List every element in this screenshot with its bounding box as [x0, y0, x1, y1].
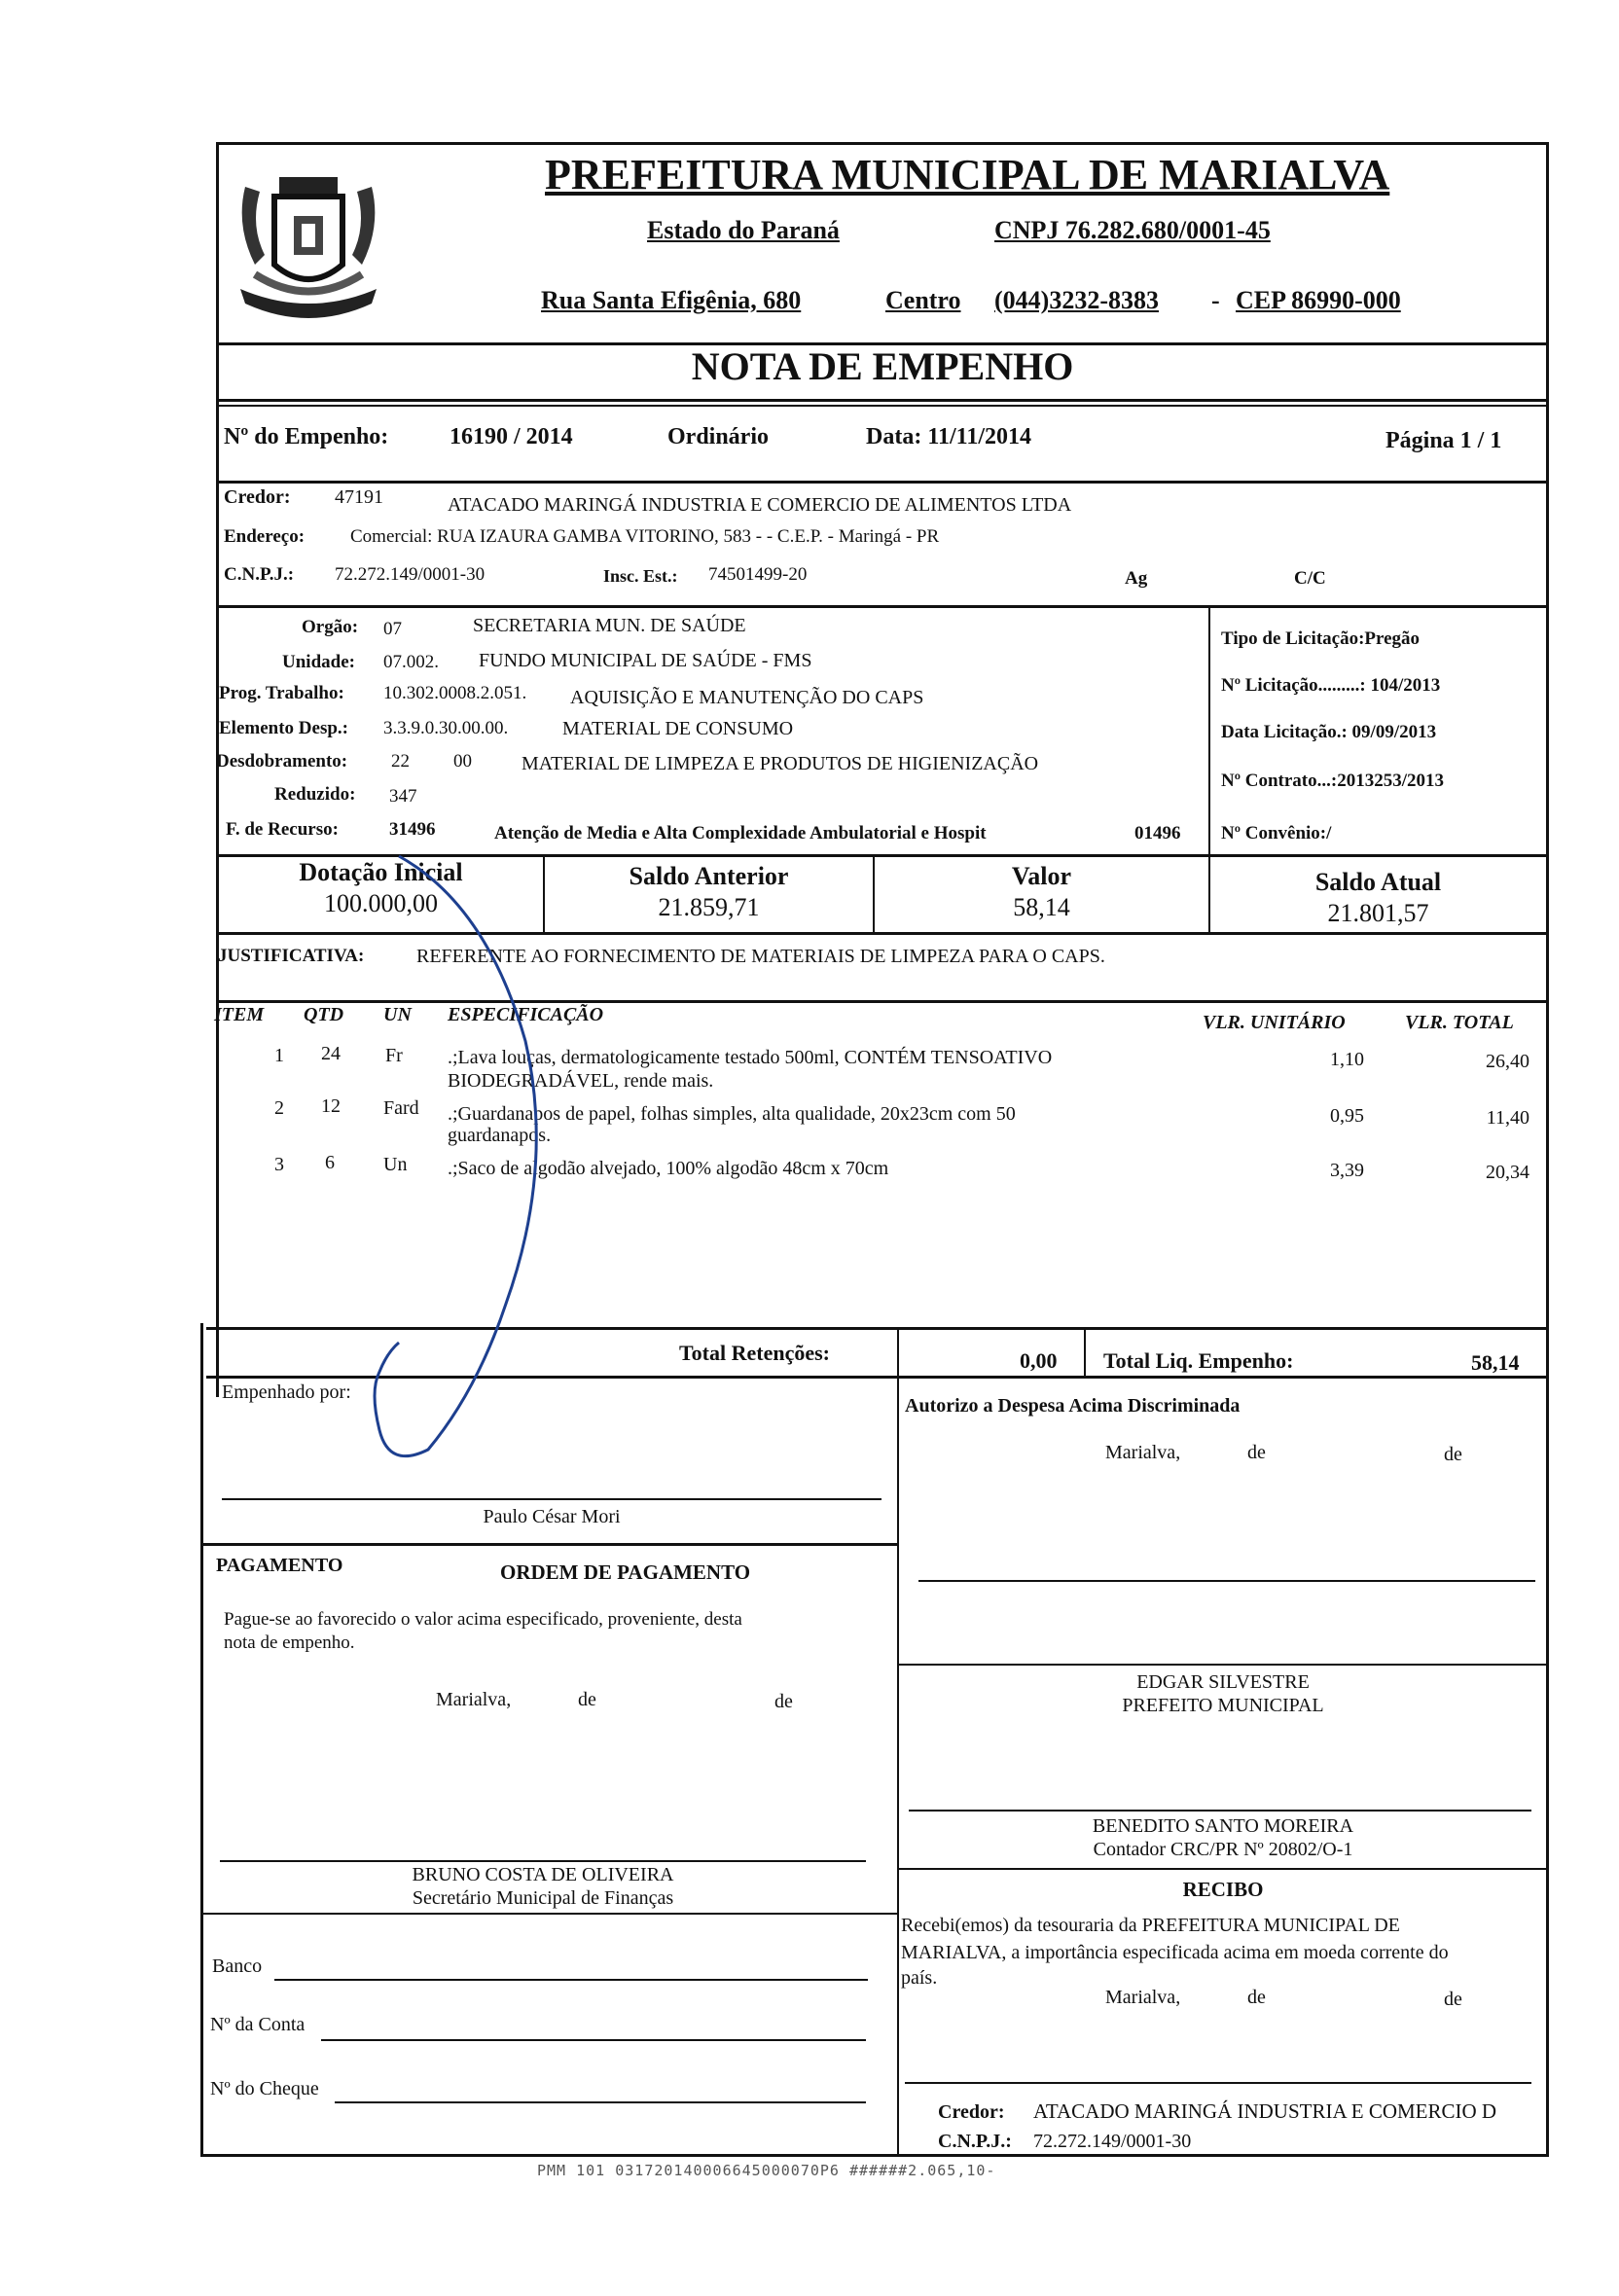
vertical-divider	[1084, 1329, 1086, 1378]
dash-label: -	[1211, 286, 1220, 314]
retencoes-label: Total Retenções:	[679, 1341, 830, 1365]
empenho-number: 16190 / 2014	[450, 424, 573, 449]
recurso-label: F. de Recurso:	[226, 819, 339, 840]
saldo-atual-value: 21.801,57	[1327, 899, 1429, 927]
elem-name: MATERIAL DE CONSUMO	[562, 718, 794, 739]
empenhado-label: Empenhado por:	[222, 1381, 351, 1403]
item-unit: 1,10	[1330, 1049, 1364, 1070]
insc-label: Insc. Est.:	[603, 566, 678, 586]
divider	[216, 399, 1549, 402]
recurso-code: 31496	[389, 819, 436, 840]
recibo-text-cont: MARIALVA, a importância especificada acima em moeda corrente do	[901, 1942, 1449, 1963]
signature-line	[220, 1860, 866, 1862]
empenhado-name: Paulo César Mori	[483, 1506, 621, 1527]
cheque-label: Nº do Cheque	[210, 2078, 319, 2099]
item-desc: .;Saco de algodão alvejado, 100% algodão 48cm x 70cm	[448, 1158, 889, 1179]
recibo-text: Recebi(emos) da tesouraria da PREFEITURA MUNICIPAL DE	[901, 1915, 1400, 1936]
item-un: Fard	[383, 1097, 419, 1119]
divider	[897, 1664, 1549, 1666]
recibo-credor-label: Credor:	[938, 2101, 1005, 2123]
contador-title: Contador CRC/PR Nº 20802/O-1	[1093, 1839, 1353, 1860]
insc-value: 74501499-20	[708, 564, 808, 585]
credor-cnpj: 72.272.149/0001-30	[335, 564, 486, 585]
cep-label: CEP 86990-000	[1236, 286, 1401, 314]
conta-line	[321, 2039, 866, 2041]
vertical-divider	[897, 1329, 899, 1378]
recurso-num: 01496	[1134, 823, 1181, 843]
empenho-type: Ordinário	[667, 424, 770, 449]
recibo-de2: de	[1444, 1989, 1462, 2010]
licitacao-numero: Nº Licitação.........: 104/2013	[1221, 675, 1441, 696]
col-unit: VLR. UNITÁRIO	[1203, 1012, 1346, 1033]
secretario-title: Secretário Municipal de Finanças	[412, 1887, 674, 1909]
licitacao-data: Data Licitação.: 09/09/2013	[1221, 722, 1437, 742]
cnpj-field-label: C.N.P.J.:	[224, 564, 295, 585]
divider	[200, 1543, 897, 1546]
desd-code: 22	[391, 751, 410, 771]
recibo-cnpj: 72.272.149/0001-30	[1033, 2131, 1192, 2152]
item-qtd: 6	[325, 1152, 335, 1173]
item-qtd: 24	[321, 1043, 341, 1064]
item-number: 2	[274, 1097, 284, 1119]
desd-sub: 00	[453, 751, 472, 771]
desd-name: MATERIAL DE LIMPEZA E PRODUTOS DE HIGIENIZAÇÃO	[522, 753, 1039, 774]
autorizo-de2: de	[1444, 1444, 1462, 1465]
item-un: Fr	[385, 1045, 403, 1066]
saldo-atual-label: Saldo Atual	[1314, 868, 1442, 896]
saldo-anterior-value: 21.859,71	[658, 893, 760, 921]
prog-label: Prog. Trabalho:	[219, 683, 344, 703]
col-total: VLR. TOTAL	[1405, 1012, 1514, 1033]
orgao-name: SECRETARIA MUN. DE SAÚDE	[473, 615, 746, 636]
prefeito-name: EDGAR SILVESTRE	[1136, 1671, 1310, 1693]
prog-name: AQUISIÇÃO E MANUTENÇÃO DO CAPS	[570, 687, 924, 708]
prog-code: 10.302.0008.2.051.	[383, 683, 527, 703]
item-total: 20,34	[1486, 1162, 1529, 1183]
unidade-label: Unidade:	[282, 652, 355, 672]
recurso-name: Atenção de Media e Alta Complexidade Ambulatorial e Hospit	[494, 823, 987, 843]
prefeito-title: PREFEITO MUNICIPAL	[1122, 1695, 1324, 1716]
orgao-label: Orgão:	[302, 617, 359, 637]
address-label: Rua Santa Efigênia, 680	[541, 286, 802, 314]
credor-label: Credor:	[224, 486, 291, 508]
frame-top	[216, 142, 1549, 145]
divider	[897, 1868, 1549, 1870]
conta-label: Nº da Conta	[210, 2014, 306, 2035]
orgao-code: 07	[383, 619, 402, 639]
pagamento-label: PAGAMENTO	[216, 1555, 343, 1576]
liq-value: 58,14	[1471, 1350, 1520, 1375]
recibo-title: RECIBO	[1182, 1878, 1264, 1901]
signature-line	[909, 1810, 1531, 1812]
empenho-label: Nº do Empenho:	[224, 424, 389, 449]
divider	[216, 405, 1549, 407]
contrato: Nº Contrato...:2013253/2013	[1221, 771, 1444, 791]
dotacao-label: Dotação Inicial	[299, 858, 463, 886]
divider	[200, 1913, 897, 1915]
ag-label: Ag	[1125, 568, 1148, 589]
item-desc-cont: BIODEGRADÁVEL, rende mais.	[448, 1070, 714, 1092]
address-field-label: Endereço:	[224, 526, 306, 547]
pagamento-de2: de	[774, 1691, 793, 1712]
licitacao-tipo: Tipo de Licitação:Pregão	[1221, 628, 1421, 649]
cc-label: C/C	[1294, 568, 1326, 589]
doc-title: NOTA DE EMPENHO	[691, 344, 1074, 388]
divider	[216, 481, 1549, 484]
saldo-anterior-label: Saldo Anterior	[629, 862, 789, 890]
vertical-divider	[1208, 605, 1210, 856]
cheque-line	[335, 2101, 866, 2103]
item-qtd: 12	[321, 1095, 341, 1117]
vertical-divider	[897, 1376, 899, 2154]
autorizo-label: Autorizo a Despesa Acima Discriminada	[905, 1395, 1241, 1417]
signature-line	[222, 1498, 881, 1500]
credor-address: Comercial: RUA IZAURA GAMBA VITORINO, 583 - - C.E.P. - Maringá - PR	[350, 526, 940, 547]
liq-label: Total Liq. Empenho:	[1103, 1348, 1294, 1373]
convenio: Nº Convênio:/	[1221, 823, 1332, 843]
frame-left-bottom	[200, 1323, 203, 2156]
item-un: Un	[383, 1154, 408, 1175]
ordem-pagamento-label: ORDEM DE PAGAMENTO	[500, 1561, 751, 1584]
col-un: UN	[383, 1004, 412, 1025]
reduz-label: Reduzido:	[274, 784, 356, 805]
banco-label: Banco	[212, 1955, 263, 1977]
valor-label: Valor	[1011, 862, 1072, 890]
empenho-date: Data: 11/11/2014	[866, 424, 1032, 449]
elem-label: Elemento Desp.:	[219, 718, 348, 738]
pagamento-text-cont: nota de empenho.	[224, 1632, 355, 1653]
page-number: Página 1 / 1	[1385, 428, 1502, 453]
divider	[216, 605, 1549, 608]
justificativa-text: REFERENTE AO FORNECIMENTO DE MATERIAIS DE LIMPEZA PARA O CAPS.	[416, 946, 1105, 967]
autorizo-city: Marialva,	[1105, 1442, 1181, 1463]
retencoes-value: 0,00	[1020, 1348, 1058, 1373]
item-unit: 3,39	[1330, 1160, 1364, 1181]
justificativa-label: JUSTIFICATIVA:	[218, 946, 365, 966]
credor-code: 47191	[335, 486, 383, 508]
state-label: Estado do Paraná	[647, 216, 840, 244]
col-qtd: QTD	[304, 1004, 344, 1025]
unidade-code: 07.002.	[383, 652, 439, 672]
pagamento-text: Pague-se ao favorecido o valor acima especificado, proveniente, desta	[224, 1609, 742, 1630]
recibo-credor-name: ATACADO MARINGÁ INDUSTRIA E COMERCIO D	[1033, 2099, 1497, 2123]
item-number: 1	[274, 1045, 284, 1066]
banco-line	[274, 1979, 868, 1981]
item-desc-cont: guardanapos.	[448, 1125, 552, 1146]
cnpj-label: CNPJ 76.282.680/0001-45	[994, 216, 1271, 244]
coat-of-arms-logo	[226, 148, 391, 333]
item-unit: 0,95	[1330, 1105, 1364, 1127]
item-desc: .;Lava louças, dermatologicamente testado 500ml, CONTÉM TENSOATIVO	[448, 1047, 1053, 1068]
col-espec: ESPECIFICAÇÃO	[448, 1004, 604, 1025]
autorizo-de1: de	[1247, 1442, 1266, 1463]
item-total: 11,40	[1486, 1107, 1529, 1129]
frame-bottom	[200, 2154, 1549, 2157]
elem-code: 3.3.9.0.30.00.00.	[383, 718, 509, 738]
col-item: ITEM	[214, 1004, 265, 1025]
recibo-cnpj-label: C.N.P.J.:	[938, 2131, 1012, 2152]
contador-name: BENEDITO SANTO MOREIRA	[1092, 1815, 1354, 1837]
credor-name: ATACADO MARINGÁ INDUSTRIA E COMERCIO DE ALIMENTOS LTDA	[448, 494, 1072, 516]
phone-label: (044)3232-8383	[994, 286, 1159, 314]
secretario-name: BRUNO COSTA DE OLIVEIRA	[412, 1864, 674, 1885]
handwritten-signature	[370, 846, 662, 1469]
district-label: Centro	[885, 286, 961, 314]
recibo-city: Marialva,	[1105, 1987, 1181, 2008]
unidade-name: FUNDO MUNICIPAL DE SAÚDE - FMS	[479, 650, 812, 671]
footer-code: PMM 101 031720140006645000070P6 ######2.065,10-	[537, 2162, 996, 2179]
page-title: PREFEITURA MUNICIPAL DE MARIALVA	[545, 151, 1390, 198]
signature-line	[905, 2082, 1531, 2084]
item-number: 3	[274, 1154, 284, 1175]
item-total: 26,40	[1486, 1051, 1529, 1072]
valor-value: 58,14	[1013, 893, 1070, 921]
reduz-code: 347	[389, 786, 417, 807]
pagamento-de1: de	[578, 1689, 596, 1710]
item-desc: .;Guardanapos de papel, folhas simples, alta qualidade, 20x23cm com 50	[448, 1103, 1016, 1125]
pagamento-city: Marialva,	[436, 1689, 512, 1710]
signature-line	[918, 1580, 1535, 1582]
desd-label: Desdobramento:	[216, 751, 348, 771]
dotacao-value: 100.000,00	[324, 889, 438, 917]
recibo-de1: de	[1247, 1987, 1266, 2008]
recibo-text-end: país.	[901, 1967, 938, 1989]
